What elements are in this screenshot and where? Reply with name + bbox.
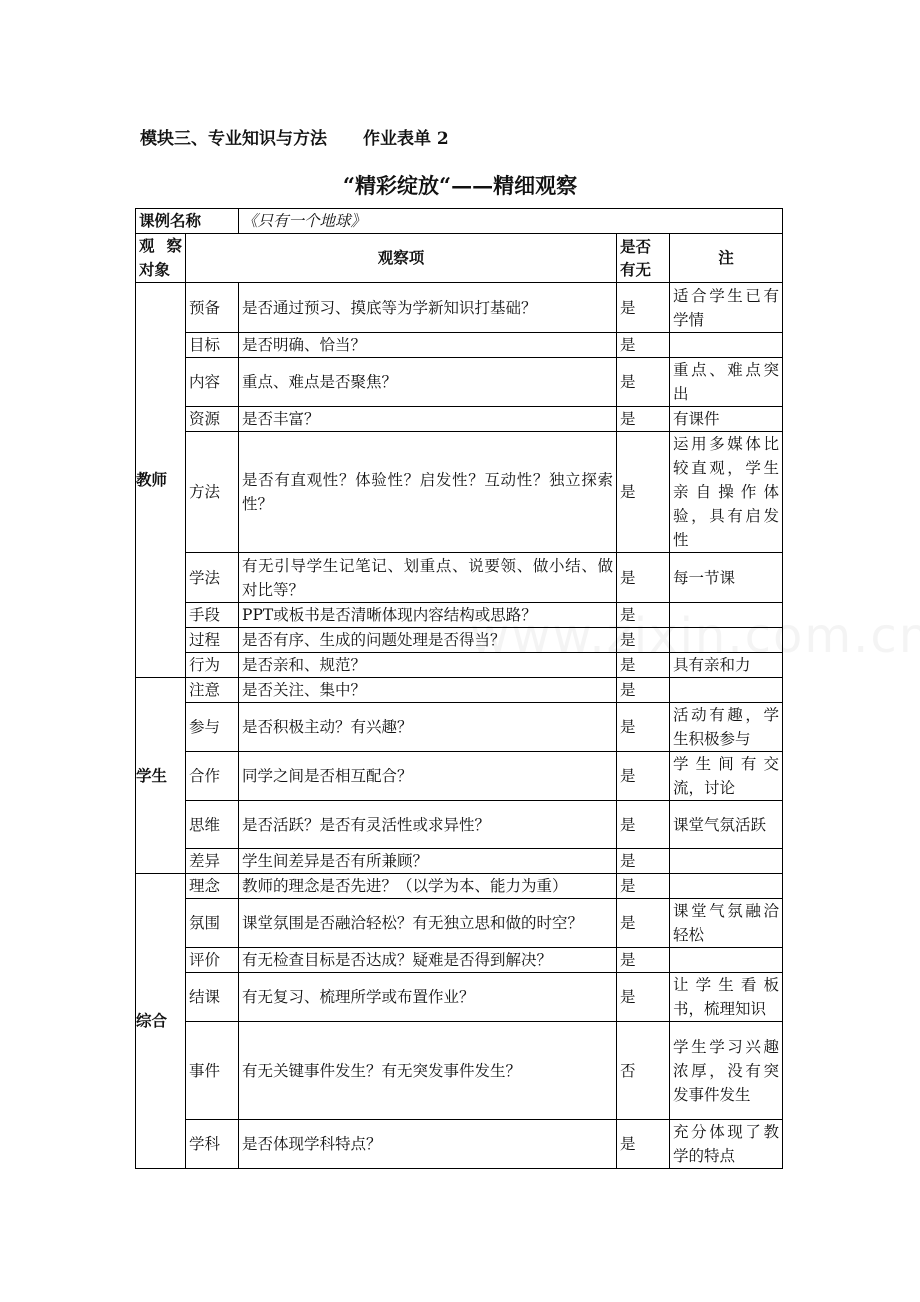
table-row [136,801,783,849]
category-cell: 思维 [186,801,239,849]
item-cell: 教师的理念是否先进？（以学为本、能力为重） [239,874,617,899]
lesson-row [136,209,783,234]
yesno-cell: 是 [617,283,670,333]
item-cell: 有无关键事件发生？有无突发事件发生？ [239,1022,617,1120]
item-cell: 有无复习、梳理所学或布置作业？ [239,973,617,1022]
table-row [136,333,783,358]
category-cell: 结课 [186,973,239,1022]
category-cell: 方法 [186,432,239,553]
category-cell: 内容 [186,358,239,407]
column-header-row [136,234,783,283]
category-cell: 氛围 [186,899,239,948]
header-note: 注 [670,234,783,283]
note-cell [670,678,783,703]
document-title: “精彩绽放“——精细观察 [342,173,578,198]
category-cell: 差异 [186,849,239,874]
group-label: 综合 [136,874,186,1169]
group-label: 教师 [136,283,186,678]
item-cell: 课堂氛围是否融洽轻松？有无独立思和做的时空？ [239,899,617,948]
note-cell [670,849,783,874]
table-row [136,653,783,678]
yesno-cell: 是 [617,849,670,874]
note-cell: 课堂气氛活跃 [670,801,783,849]
yesno-cell: 是 [617,432,670,553]
note-cell: 充分体现了教学的特点 [670,1120,783,1169]
category-cell: 评价 [186,948,239,973]
yesno-cell: 是 [617,603,670,628]
note-cell: 具有亲和力 [670,653,783,678]
note-cell: 让学生看板书，梳理知识 [670,973,783,1022]
item-cell: 是否明确、恰当？ [239,333,617,358]
category-cell: 合作 [186,752,239,801]
note-cell: 活动有趣，学生积极参与 [670,703,783,752]
category-cell: 学科 [186,1120,239,1169]
item-cell: 是否有序、生成的问题处理是否得当？ [239,628,617,653]
yesno-cell: 是 [617,333,670,358]
item-cell: 是否关注、集中？ [239,678,617,703]
table-row [136,407,783,432]
group-label: 学生 [136,678,186,874]
item-cell: 有无引导学生记笔记、划重点、说要领、做小结、做对比等？ [239,553,617,603]
note-cell [670,333,783,358]
item-cell: 是否亲和、规范？ [239,653,617,678]
table-row [136,432,783,553]
yesno-cell: 是 [617,1120,670,1169]
yesno-cell: 是 [617,653,670,678]
table-row [136,703,783,752]
category-cell: 行为 [186,653,239,678]
note-cell [670,874,783,899]
yesno-cell: 是 [617,973,670,1022]
yesno-cell: 是 [617,407,670,432]
table-row [136,603,783,628]
yesno-cell: 是 [617,801,670,849]
header-item: 观察项 [186,234,617,283]
item-cell: 是否有直观性？体验性？启发性？互动性？独立探索性？ [239,432,617,553]
table-row [136,678,783,703]
table-row [136,849,783,874]
item-cell: 学生间差异是否有所兼顾？ [239,849,617,874]
item-cell: 同学之间是否相互配合？ [239,752,617,801]
category-cell: 事件 [186,1022,239,1120]
table-row [136,358,783,407]
header-object: 观 察对象 [136,234,186,283]
note-cell: 每一节课 [670,553,783,603]
note-cell: 重点、难点突出 [670,358,783,407]
category-cell: 资源 [186,407,239,432]
header-yesno: 是否有无 [617,234,670,283]
table-row [136,899,783,948]
module-label: 模块三、专业知识与方法 [140,129,327,149]
note-cell: 适合学生已有学情 [670,283,783,333]
note-cell: 有课件 [670,407,783,432]
category-cell: 参与 [186,703,239,752]
category-cell: 目标 [186,333,239,358]
yesno-cell: 是 [617,553,670,603]
table-row [136,752,783,801]
item-cell: 是否活跃？是否有灵活性或求异性？ [239,801,617,849]
item-cell: 是否通过预习、摸底等为学新知识打基础？ [239,283,617,333]
table-row [136,553,783,603]
table-row [136,628,783,653]
item-cell: 重点、难点是否聚焦？ [239,358,617,407]
module-heading [140,124,449,149]
note-cell: 运用多媒体比较直观，学生亲自操作体验，具有启发性 [670,432,783,553]
category-cell: 预备 [186,283,239,333]
yesno-cell: 是 [617,703,670,752]
yesno-cell: 是 [617,948,670,973]
table-row [136,283,783,333]
yesno-cell: 是 [617,752,670,801]
note-cell: 课堂气氛融洽轻松 [670,899,783,948]
category-cell: 手段 [186,603,239,628]
table-row [136,874,783,899]
note-cell: 学生学习兴趣浓厚，没有突发事件发生 [670,1022,783,1120]
yesno-cell: 是 [617,628,670,653]
item-cell: 是否丰富？ [239,407,617,432]
table-row [136,948,783,973]
item-cell: 有无检查目标是否达成？疑难是否得到解决？ [239,948,617,973]
note-cell [670,628,783,653]
table-row [136,1022,783,1120]
lesson-value: 《只有一个地球》 [239,209,783,234]
yesno-cell: 是 [617,899,670,948]
observation-table [135,208,783,1169]
item-cell: 是否积极主动？有兴趣？ [239,703,617,752]
table-row [136,973,783,1022]
sheet-label: 作业表单 2 [363,129,449,149]
note-cell [670,603,783,628]
category-cell: 理念 [186,874,239,899]
category-cell: 学法 [186,553,239,603]
yesno-cell: 否 [617,1022,670,1120]
yesno-cell: 是 [617,358,670,407]
item-cell: PPT或板书是否清晰体现内容结构或思路？ [239,603,617,628]
note-cell [670,948,783,973]
note-cell: 学生间有交流，讨论 [670,752,783,801]
yesno-cell: 是 [617,678,670,703]
table-row [136,1120,783,1169]
lesson-label: 课例名称 [136,209,239,234]
item-cell: 是否体现学科特点？ [239,1120,617,1169]
category-cell: 过程 [186,628,239,653]
category-cell: 注意 [186,678,239,703]
yesno-cell: 是 [617,874,670,899]
